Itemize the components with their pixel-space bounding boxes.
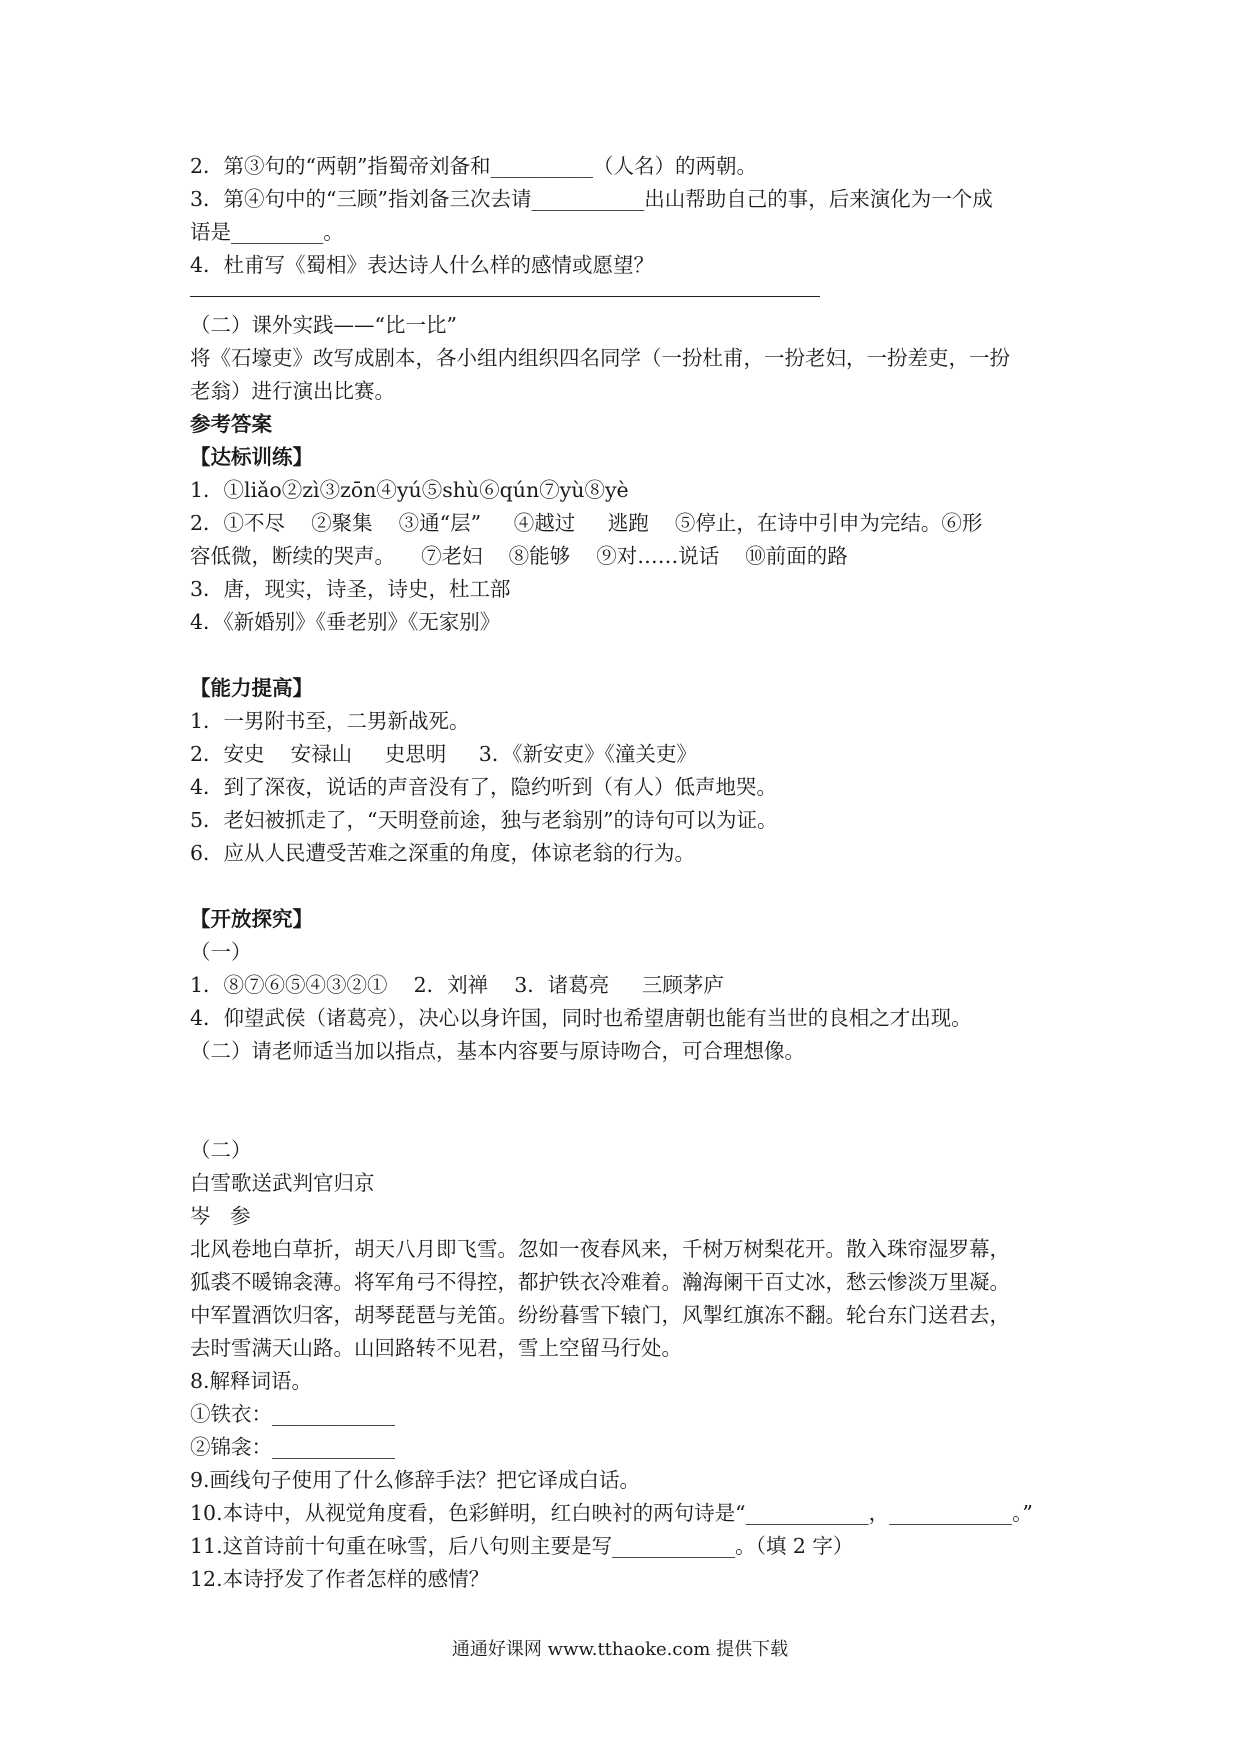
poem-label: （二）: [190, 1138, 252, 1162]
poem-author: 岑 参: [190, 1204, 251, 1228]
answer-line: 1．①liǎo②zì③zōn④yú⑤shù⑥qún⑦yù⑧yè: [190, 478, 629, 502]
spacer: [190, 870, 1060, 903]
answer-line: （二）请老师适当加以指点，基本内容要与原诗吻合，可合理想像。: [190, 1039, 805, 1063]
answer-line: 5．老妇被抓走了，“天明登前途，独与老翁别”的诗句可以为证。: [190, 808, 778, 832]
practice-line: 将《石壕吏》改写成剧本，各小组内组织四名同学（一扮杜甫，一扮老妇，一扮差吏，一扮: [190, 346, 1010, 370]
answer-line: 容低微，断续的哭声。 ⑦老妇 ⑧能够 ⑨对……说话 ⑩前面的路: [190, 544, 848, 568]
question-line: 8.解释词语。: [190, 1369, 313, 1393]
question-line: 3．第④句中的“三顾”指刘备三次去请___________出山帮助自己的事，后来演化为一个成: [190, 187, 993, 211]
practice-title: （二）课外实践——“比一比”: [190, 313, 457, 337]
answer-line: 4．到了深夜，说话的声音没有了，隐约听到（有人）低声地哭。: [190, 775, 778, 799]
question-line: 2．第③句的“两朝”指蜀帝刘备和__________（人名）的两朝。: [190, 154, 758, 178]
answers-title: 参考答案: [190, 412, 272, 436]
question-line: 11.这首诗前十句重在咏雪，后八句则主要是写____________。（填 2 字）: [190, 1534, 854, 1558]
section-heading: 【能力提高】: [190, 676, 313, 700]
spacer: [190, 1068, 1060, 1134]
question-line: ①铁衣：____________: [190, 1402, 395, 1426]
page-footer: 通通好课网 www.tthaoke.com 提供下载: [451, 1639, 789, 1660]
answer-line: 4．《新婚别》《垂老别》《无家别》: [190, 610, 501, 634]
practice-line: 老翁）进行演出比赛。: [190, 379, 395, 403]
poem-line: 北风卷地白草折，胡天八月即飞雪。忽如一夜春风来，千树万树梨花开。散入珠帘湿罗幕，: [190, 1237, 1010, 1261]
answer-line: 1．⑧⑦⑥⑤④③②① 2．刘禅 3．诸葛亮 三顾茅庐: [190, 973, 724, 997]
answer-line: 4．仰望武侯（诸葛亮），决心以身许国，同时也希望唐朝也能有当世的良相之才出现。: [190, 1006, 972, 1030]
answer-line: （一）: [190, 940, 252, 964]
question-line: 10.本诗中，从视觉角度看，色彩鲜明，红白映衬的两句诗是“____________，____________。”: [190, 1501, 1033, 1525]
answer-line: 1．一男附书至，二男新战死。: [190, 709, 470, 733]
document-body: [190, 150, 1060, 1596]
poem-line: 狐裘不暖锦衾薄。将军角弓不得控，都护铁衣冷难着。瀚海阑干百丈冰，愁云惨淡万里凝。: [190, 1270, 1010, 1294]
question-line: 4．杜甫写《蜀相》表达诗人什么样的感情或愿望？: [190, 253, 655, 277]
question-line: 12.本诗抒发了作者怎样的感情？: [190, 1567, 490, 1591]
question-line: 9.画线句子使用了什么修辞手法？把它译成白话。: [190, 1468, 641, 1492]
answer-rule-line: [190, 282, 820, 297]
answer-line: 6．应从人民遭受苦难之深重的角度，体谅老翁的行为。: [190, 841, 696, 865]
section-heading: 【开放探究】: [190, 907, 313, 931]
poem-line: 中军置酒饮归客，胡琴琵琶与羌笛。纷纷暮雪下辕门，风掣红旗冻不翻。轮台东门送君去，: [190, 1303, 1010, 1327]
answer-line: 2．①不尽 ②聚集 ③通“层” ④越过 逃跑 ⑤停止，在诗中引申为完结。⑥形: [190, 511, 983, 535]
answer-line: 2．安史 安禄山 史思明 3．《新安吏》《潼关吏》: [190, 742, 697, 766]
section-heading: 【达标训练】: [190, 445, 313, 469]
spacer: [190, 639, 1060, 672]
answer-line: 3．唐，现实，诗圣，诗史，杜工部: [190, 577, 511, 601]
question-line: ②锦衾：____________: [190, 1435, 395, 1459]
poem-line: 去时雪满天山路。山回路转不见君，雪上空留马行处。: [190, 1336, 682, 1360]
question-line: 语是_________。: [190, 220, 344, 244]
poem-title: 白雪歌送武判官归京: [190, 1171, 375, 1195]
